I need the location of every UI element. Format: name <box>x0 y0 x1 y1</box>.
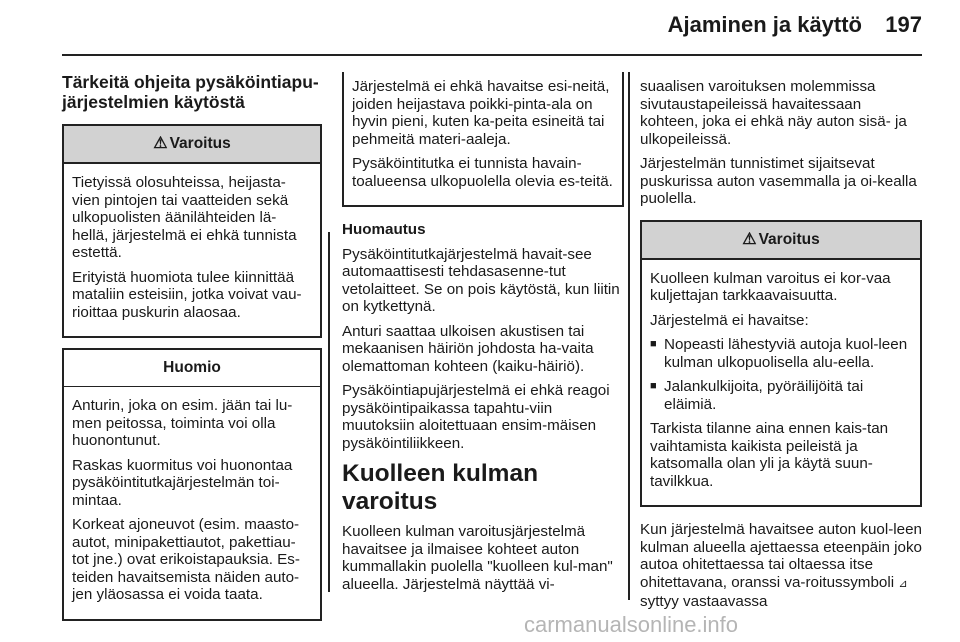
warning-text: Kuolleen kulman varoitus ei kor-vaa kuljettajan tarkkaavaisuutta. <box>650 269 891 304</box>
column-divider <box>328 232 330 592</box>
note-text: Pysäköintiapujärjestelmä ei ehkä reagoi pysäköintipaikassa tapahtu-viin muutoksiin aloitettuaan ensim-mäisen pysäköintiliikkeen. <box>342 382 610 452</box>
note-text: Anturi saattaa ulkoisen akustisen tai mekaanisen häiriön johdosta ha-vaita olemattoman kohteen (kaiku-häiriö). <box>342 322 594 375</box>
body-text: Järjestelmän tunnistimet sijaitsevat puskurissa auton vasemmalla ja oi-kealla puolella. <box>640 155 917 207</box>
list-item <box>650 336 912 371</box>
bullet-square-icon: ■ <box>650 380 657 392</box>
warning-triangle-icon: ⚠ <box>153 135 168 153</box>
column-3 <box>640 72 922 618</box>
page-header-title: Ajaminen ja käyttö <box>667 12 862 37</box>
warning-text: Erityistä huomiota tulee kiinnittää mataliin esteisiin, jotka voivat vau-rioittaa puskurin alaosaa. <box>72 268 302 321</box>
column-1 <box>62 72 322 631</box>
section-title: Tärkeitä ohjeita pysäköintiapu-järjestelmien käytöstä <box>62 72 319 112</box>
column-2 <box>342 72 624 600</box>
warning-box <box>640 220 922 508</box>
warning-text: Tietyissä olosuhteissa, heijasta-vien pintojen tai vaatteiden sekä ulkopuolisten äänilähteiden lä-hellä, järjestelmä ei ehkä tunnista estettä. <box>72 174 297 261</box>
warning-label: Varoitus <box>758 230 820 248</box>
caution-text: Anturin, joka on esim. jään tai lu-men peitossa, toiminta voi olla huonontunut. <box>72 397 293 449</box>
list-item-text: Nopeasti lähestyviä autoja kuol-leen kulman ulkopuolisella alu-eella. <box>664 336 908 371</box>
header-divider <box>62 54 922 56</box>
list-item-text: Jalankulkijoita, pyöräilijöitä tai eläimiä. <box>664 378 864 413</box>
warning-box-header <box>64 126 320 164</box>
warning-text: Järjestelmä ei ehkä havaitse esi-neitä, joiden heijastava poikki-pinta-ala on hyvin pieni, kuten ka-peita esineitä tai pehmeitä materi-aaleja. <box>352 78 610 148</box>
section-heading: Kuolleen kulman varoitus <box>342 460 539 515</box>
caution-box-header: Huomio <box>64 350 320 387</box>
bullet-square-icon: ■ <box>650 338 657 350</box>
warning-text: Pysäköintitutka ei tunnista havain-toalueensa ulkopuolella olevia es-teitä. <box>352 155 613 190</box>
note-title: Huomautus <box>342 221 426 238</box>
warning-text: Tarkista tilanne aina ennen kais-tan vaihtamista kaikista peileistä ja katsomalla olan yli ja käytä suun-tavilkkua. <box>650 420 889 490</box>
column-divider <box>628 72 630 600</box>
list-item <box>650 378 912 413</box>
warning-symbol-icon: ⊿ <box>898 577 908 590</box>
warning-box-header <box>642 222 920 260</box>
warning-triangle-icon: ⚠ <box>742 230 757 248</box>
body-text-suffix: syttyy vastaavassa <box>640 593 768 610</box>
note-text: Pysäköintitutkajärjestelmä havait-see automaattisesti tehdasasenne-tut vetolaitteet. Se on pois käytöstä, kun liitin on kytkettynä. <box>342 245 620 315</box>
body-text: suaalisen varoituksen molemmissa sivutaustapeileissä havaitessaan kohteen, joka ei ehkä näy auton sisä- ja ulkopeileissä. <box>640 78 907 148</box>
caution-box <box>62 348 322 621</box>
page-number: 197 <box>885 12 922 37</box>
warning-text: Järjestelmä ei havaitse: <box>650 311 809 329</box>
caution-text: Korkeat ajoneuvot (esim. maasto-autot, minipakettiautot, pakettiau-tot jne.) ovat erikoistapauksia. Es-teiden havaitsemista näiden auto-jen yläosassa ei voida taata. <box>72 516 300 603</box>
body-text <box>640 521 922 611</box>
warning-label: Varoitus <box>169 135 231 153</box>
body-text: Kuolleen kulman varoitusjärjestelmä havaitsee ja ilmaisee kohteet auton kummallakin puolella "kuolleen kul-man" alueella. Järjestelmä näyttää vi- <box>342 523 613 593</box>
warning-box <box>62 124 322 338</box>
watermark: carmanualsonline.info <box>524 612 739 637</box>
continued-warning-box <box>342 72 624 207</box>
caution-text: Raskas kuormitus voi huonontaa pysäköintitutkajärjestelmän toi-mintaa. <box>72 456 293 509</box>
body-text-prefix: Kun järjestelmä havaitsee auton kuol-leen kulman alueella ajettaessa eteenpäin joko autoa ohitettaessa tai oltaessa itse ohitettavana, oranssi va-roitussymboli <box>640 521 923 591</box>
